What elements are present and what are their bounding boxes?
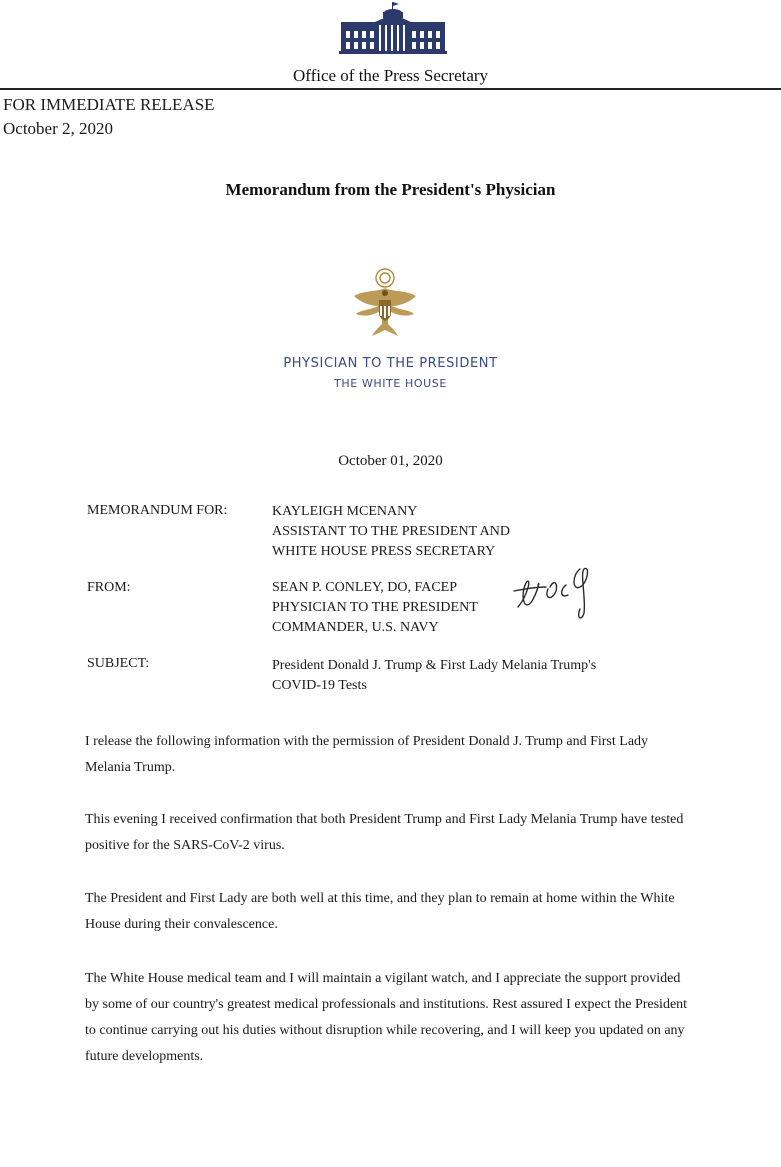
memo-for-line: KAYLEIGH MCENANY xyxy=(272,504,418,519)
release-block xyxy=(3,93,215,141)
memo-for-line: ASSISTANT TO THE PRESIDENT AND xyxy=(272,524,510,539)
memo-date: October 01, 2020 xyxy=(338,453,443,469)
release-label: FOR IMMEDIATE RELEASE xyxy=(3,95,215,114)
letterhead-line-2: THE WHITE HOUSE xyxy=(334,377,447,390)
memo-subject-value xyxy=(272,656,596,696)
memo-for-line: WHITE HOUSE PRESS SECRETARY xyxy=(272,544,496,559)
memo-for-value xyxy=(272,502,510,562)
letterhead-line-1: PHYSICIAN TO THE PRESIDENT xyxy=(283,356,498,371)
memo-from-line: SEAN P. CONLEY, DO, FACEP xyxy=(272,580,458,595)
page-title: Memorandum from the President's Physician xyxy=(225,180,556,199)
memo-subject-line: President Donald J. Trump & First Lady Melania Trump's xyxy=(272,658,597,673)
memo-from-label: FROM: xyxy=(87,580,131,595)
memo-for-label: MEMORANDUM FOR: xyxy=(87,503,228,518)
body-paragraph: I release the following information with the permission of President Donald J. Trump and First Lady Melania Trump. xyxy=(85,734,649,775)
body-paragraph: This evening I received confirmation that both President Trump and First Lady Melania Trump have tested positive for the SARS-CoV-2 virus. xyxy=(85,812,684,853)
office-title: Office of the Press Secretary xyxy=(292,66,489,85)
memo-subject-label: SUBJECT: xyxy=(87,656,150,671)
release-date: October 2, 2020 xyxy=(3,119,114,138)
signature xyxy=(510,555,610,627)
memo-from-line: PHYSICIAN TO THE PRESIDENT xyxy=(272,600,478,615)
memo-from-value xyxy=(272,578,478,638)
memo-from-line: COMMANDER, U.S. NAVY xyxy=(272,620,439,635)
header-divider xyxy=(0,88,781,90)
letterhead xyxy=(0,356,781,390)
memo-subject-line: COVID-19 Tests xyxy=(272,678,367,693)
body-paragraph: The President and First Lady are both well at this time, and they plan to remain at home within the White House during their convalescence. xyxy=(85,891,675,932)
presidential-seal-icon xyxy=(352,266,418,342)
white-house-icon xyxy=(339,2,447,54)
body-paragraph: The White House medical team and I will maintain a vigilant watch, and I appreciate the support provided by some of our country's greatest medical professionals and institutions. Rest assured I expect the President to continue carrying out his duties without disruption while recovering, and I will keep you updated on any future developments. xyxy=(85,971,688,1064)
